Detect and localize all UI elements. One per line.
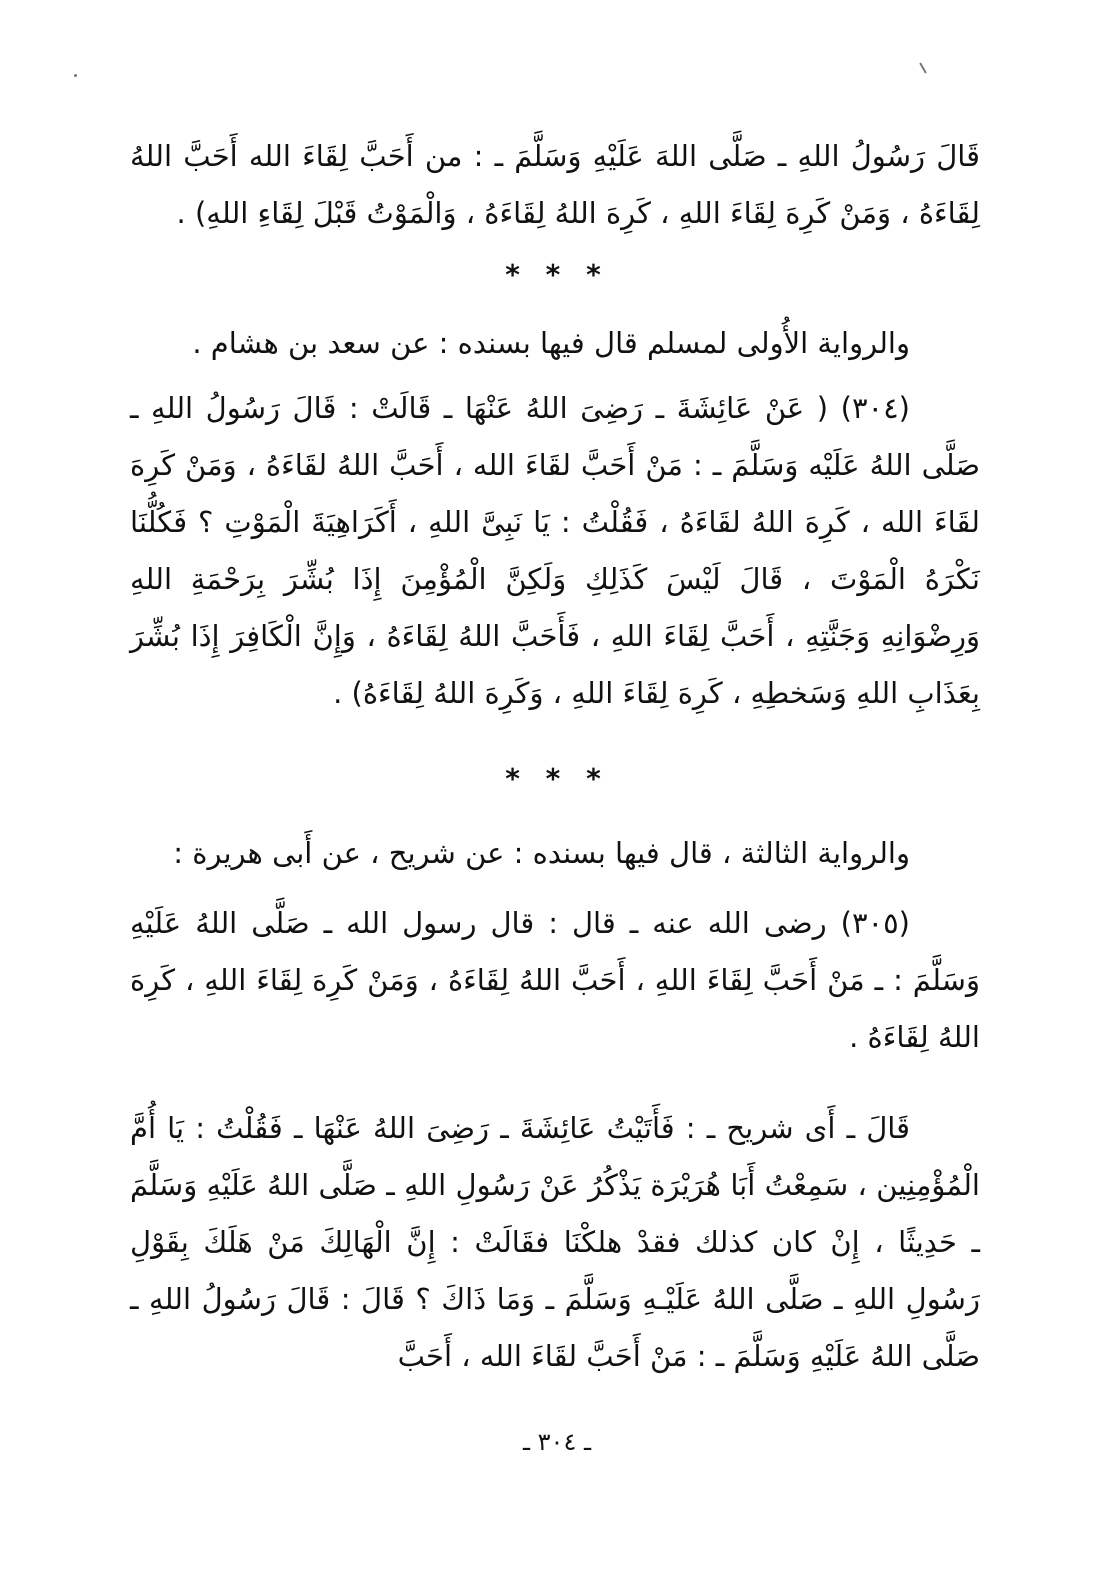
narration-first-intro: والرواية الأُولى لمسلم قال فيها بسنده : عن سعد بن هشام .	[192, 326, 910, 360]
hadith-305-text: (٣٠٥) رضى الله عنه ـ قال : قال رسول الله ـ صَلَّى اللهُ عَلَيْهِ وَسَلَّمَ : ـ مَنْ أَحَبَّ لِقَاءَ اللهِ ، أَحَبَّ اللهُ لِقَاءَهُ ، وَمَنْ كَرِهَ لِقَاءَ اللهِ ، كَرِهَ اللهُ لِقَاءَهُ .	[130, 906, 980, 1054]
hadith-304-text: (٣٠٤) ( عَنْ عَائِشَةَ ـ رَضِىَ اللهُ عَنْهَا ـ قَالَتْ : قَالَ رَسُولُ اللهِ ـ صَلَّى اللهُ عَلَيْه وَسَلَّمَ ـ : مَنْ أَحَبَّ لقَاءَ الله ، أَحَبَّ اللهُ لقَاءَهُ ، وَمَنْ كَرِهَ لقَاءَ الله ، كَرِهَ اللهُ لقَاءَهُ ، فَقُلْتُ : يَا نَبِىَّ اللهِ ، أَكَرَاهِيَةَ الْمَوْتِ ؟ فَكُلُّنَا نَكْرَهُ الْمَوْتَ ، قَالَ لَيْسَ كَذَلِكِ وَلَكِنَّ الْمُؤْمِنَ إِذَا بُشِّرَ بِرَحْمَةِ اللهِ وَرِضْوَانِهِ وَجَنَّتِهِ ، أَحَبَّ لِقَاءَ اللهِ ، فَأَحَبَّ اللهُ لِقَاءَهُ ، وَإِنَّ الْكَافِرَ إِذَا بُشِّرَ بِعَذَابِ اللهِ وَسَخطِهِ ، كَرِهَ لِقَاءَ اللهِ ، وَكَرِهَ اللهُ لِقَاءَهُ) .	[130, 391, 980, 710]
scan-speck	[74, 74, 77, 77]
hadith-304-block	[130, 380, 980, 740]
hadith-intro-block	[130, 128, 980, 248]
shurayh-account-block	[130, 1100, 980, 1400]
section-separator: * * *	[505, 762, 609, 795]
scan-speck	[919, 62, 927, 73]
narration-third-block	[130, 825, 980, 885]
narration-third-intro: والرواية الثالثة ، قال فيها بسنده : عن شريح ، عن أَبى هريرة :	[173, 836, 910, 870]
hadith-intro-continuation: قَالَ رَسُولُ اللهِ ـ صَلَّى اللهَ عَلَيْهِ وَسَلَّمَ ـ : من أَحَبَّ لِقَاءَ الله أَحَبَّ اللهُ لِقَاءَهُ ، وَمَنْ كَرِهَ لِقَاءَ اللهِ ، كَرِهَ اللهُ لِقَاءَهُ ، وَالْمَوْتُ قَبْلَ لِقَاءِ اللهِ) .	[130, 139, 980, 230]
page-number: ـ ٣٠٤ ـ	[522, 1428, 591, 1456]
narration-first-block	[130, 315, 980, 375]
hadith-305-block	[130, 895, 980, 1075]
section-separator: * * *	[505, 258, 609, 291]
shurayh-account-text: قَالَ ـ أَى شريح ـ : فَأَتَيْتُ عَائِشَةَ ـ رَضِىَ اللهُ عَنْهَا ـ فَقُلْتُ : يَا أُمَّ الْمُؤْمِنِين ، سَمِعْتُ أَبَا هُرَيْرَة يَذْكُرُ عَنْ رَسُولِ اللهِ ـ صَلَّى اللهُ عَلَيْهِ وَسَلَّمَ ـ حَدِيثًا ، إِنْ كان كذلك فقدْ هلكْنَا فقَالَتْ : إِنَّ الْهَالِكَ مَنْ هَلَكَ بِقَوْلِ رَسُولِ اللهِ ـ صَلَّى اللهُ عَلَيْـهِ وَسَلَّمَ ـ وَمَا ذَاكَ ؟ قَالَ : قَالَ رَسُولُ اللهِ ـ صَلَّى اللهُ عَلَيْهِ وَسَلَّمَ ـ : مَنْ أَحَبَّ لقَاءَ الله ، أَحَبَّ	[130, 1111, 980, 1373]
